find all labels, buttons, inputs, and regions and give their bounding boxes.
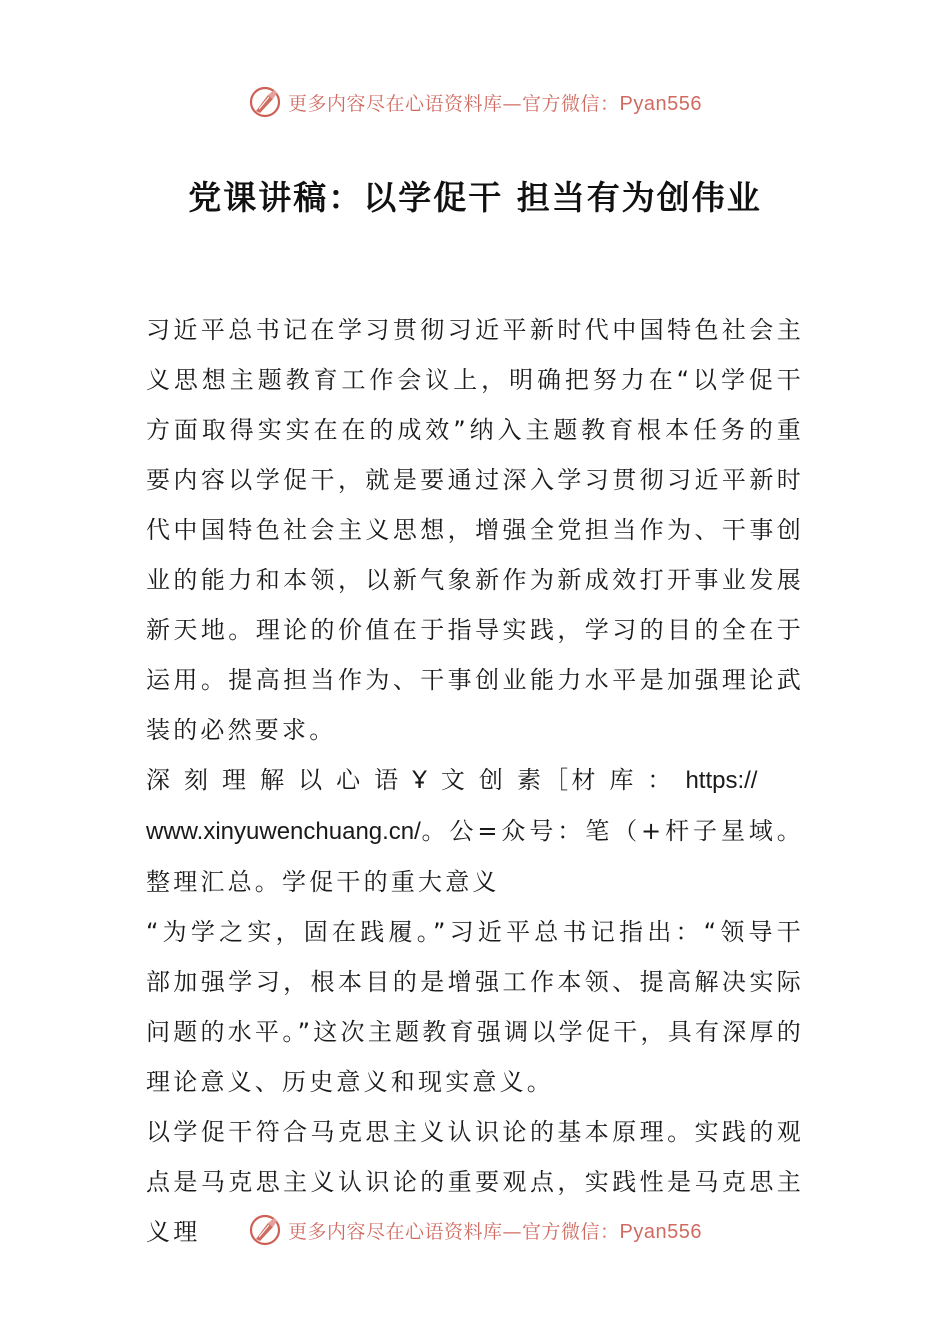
banner-handle: Pyan556 — [619, 92, 702, 115]
document-title: 党课讲稿：以学促干 担当有为创伟业 — [188, 178, 762, 217]
banner-text: 更多内容尽在心语资料库—官方微信：Pyan556 — [288, 1220, 702, 1243]
header-banner — [0, 82, 950, 122]
paragraph-2: “为学之实，固在践履。”习近平总书记指出：“领导干部加强学习，根本目的是增强工作本领、提高解决实际问题的水平。”这次主题教育强调以学促干，具有深厚的理论意义、历史意义和现实意义。 — [146, 918, 804, 1096]
paragraph-3: 以学促干符合马克思主义认识论的基本原理。实践的观点是马克思主义认识论的重要观点，实践性是马克思主义理 — [146, 1118, 804, 1246]
banner-text: 更多内容尽在心语资料库—官方微信：Pyan556 — [288, 92, 702, 115]
watermark-prefix: 深 刻 理 解 以 心 语 Ұ 文 创 素［材 库 ： — [146, 766, 686, 794]
footer-banner — [0, 1210, 950, 1250]
document-body — [146, 305, 804, 1257]
paragraph-1: 习近平总书记在学习贯彻习近平新时代中国特色社会主义思想主题教育工作会议上，明确把努力在“以学促干方面取得实实在在的成效”纳入主题教育根本任务的重要内容以学促干，就是要通过深入学习贯彻习近平新时代中国特色社会主义思想，增强全党担当作为、干事创业的能力和本领，以新气象新作为新成效打开事业发展新天地。理论的价值在于指导实践，学习的目的全在于运用。提高担当作为、干事创业能力水平是加强理论武装的必然要求。 — [146, 316, 804, 744]
pen-nib-logo-icon — [248, 1213, 282, 1247]
pen-nib-logo-icon — [248, 85, 282, 119]
watermark-url-part2: www.xinyuwenchuang.cn/ — [146, 818, 421, 845]
watermark-url-part1: https:// — [685, 767, 758, 794]
watermark-paragraph — [146, 755, 804, 907]
banner-handle: Pyan556 — [619, 1220, 702, 1243]
watermark-suffix: 。公=众号：笔（+杆子星域。整理汇总。学促干的重大意义 — [146, 817, 804, 896]
